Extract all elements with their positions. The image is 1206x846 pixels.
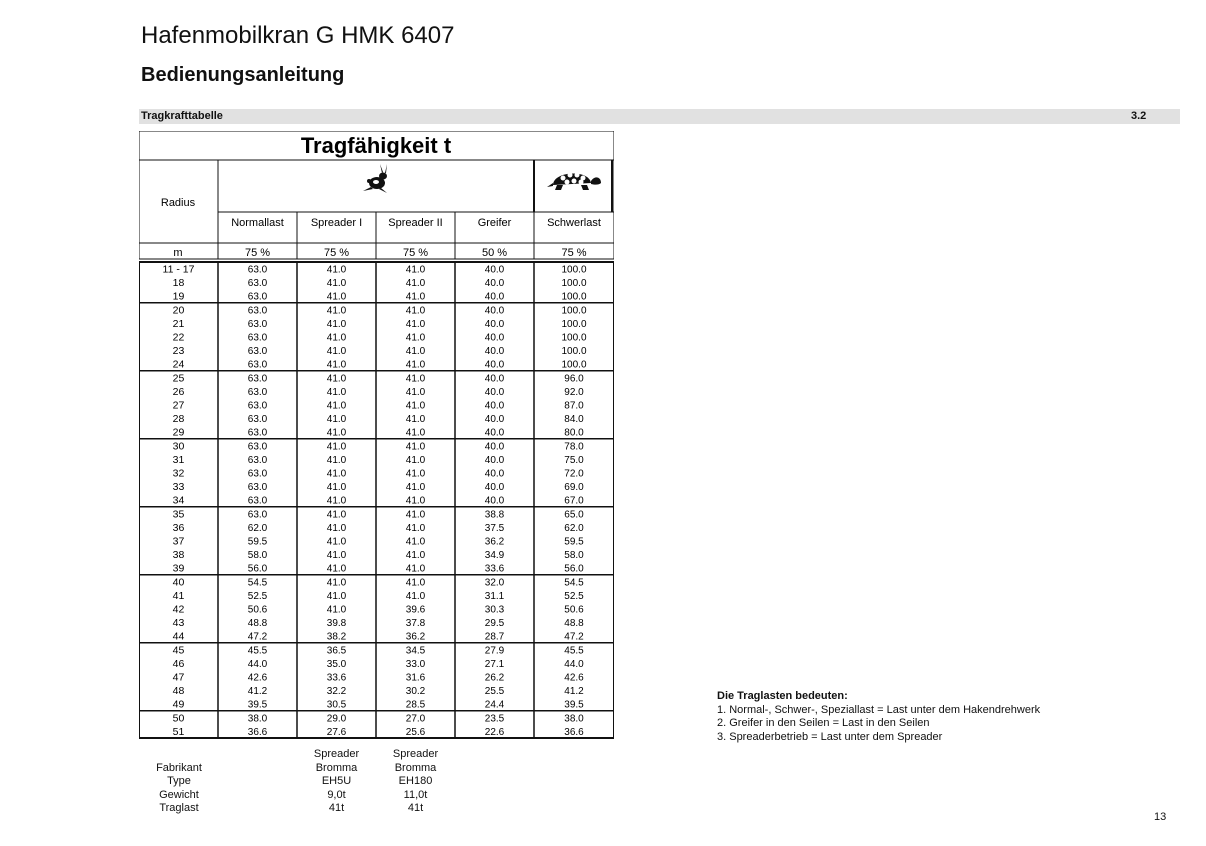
value-cell: 100.0 <box>561 332 587 344</box>
value-cell: 40.0 <box>484 373 505 385</box>
value-cell: 24.4 <box>484 699 505 711</box>
value-cell: 56.0 <box>564 563 584 575</box>
radius-cell: 44 <box>172 630 185 643</box>
value-cell: 63.0 <box>247 414 268 426</box>
value-cell: 63.0 <box>247 278 268 290</box>
radius-cell: 43 <box>172 617 185 630</box>
value-cell: 65.0 <box>564 509 584 521</box>
value-cell: 41.0 <box>326 291 347 303</box>
value-cell: 41.0 <box>405 291 426 303</box>
radius-cell: 23 <box>172 345 185 358</box>
value-cell: 63.0 <box>247 427 268 439</box>
value-cell: 41.0 <box>405 550 426 562</box>
value-cell: 58.0 <box>247 550 268 562</box>
spreader-specification <box>139 748 499 818</box>
table-row <box>173 658 585 670</box>
value-cell: 56.0 <box>247 563 268 575</box>
value-cell: 40.0 <box>484 264 505 276</box>
value-cell: 52.5 <box>564 590 584 602</box>
value-cell: 69.0 <box>564 482 584 494</box>
value-cell: 41.0 <box>326 318 347 330</box>
value-cell: 96.0 <box>564 373 584 385</box>
value-cell: 41.0 <box>405 427 426 439</box>
table-row <box>173 454 585 466</box>
value-cell: 59.5 <box>564 536 584 548</box>
turtle-icon <box>547 173 601 191</box>
value-cell: 63.0 <box>247 509 268 521</box>
table-row <box>173 291 587 303</box>
document-title: Hafenmobilkran G HMK 6407 <box>141 22 455 49</box>
table-row <box>173 318 587 330</box>
value-cell: 62.0 <box>247 522 268 534</box>
value-cell: 39.5 <box>247 699 268 711</box>
value-cell: 41.0 <box>405 305 426 317</box>
value-cell: 40.0 <box>484 359 505 371</box>
load-capacity-table <box>139 131 614 744</box>
radius-cell: 45 <box>172 644 185 657</box>
value-cell: 92.0 <box>564 386 584 398</box>
value-cell: 41.0 <box>405 509 426 521</box>
spec-label-fabrikant: Fabrikant <box>156 761 202 774</box>
value-cell: 38.0 <box>564 713 584 725</box>
radius-cell: 19 <box>172 290 185 303</box>
spec-spreader-1 <box>297 748 376 816</box>
value-cell: 27.0 <box>405 713 426 725</box>
radius-cell: 47 <box>172 671 185 684</box>
value-cell: 41.0 <box>326 563 347 575</box>
value-cell: 50.6 <box>564 604 584 616</box>
value-cell: 41.0 <box>405 386 426 398</box>
column-header: Spreader II <box>388 217 443 229</box>
table-row <box>173 277 587 289</box>
value-cell: 26.2 <box>484 672 505 684</box>
load-capacity-table-graphic <box>139 131 614 744</box>
value-cell: 41.0 <box>326 346 347 358</box>
value-cell: 22.6 <box>484 726 505 738</box>
table-row <box>173 563 585 575</box>
value-cell: 41.0 <box>405 359 426 371</box>
spec-spreader-2-fabrikant: Bromma <box>394 761 437 774</box>
table-row <box>173 576 585 588</box>
percentage-cell: 75 % <box>561 247 587 259</box>
table-row <box>173 604 585 616</box>
table-row <box>173 372 585 384</box>
value-cell: 63.0 <box>247 468 268 480</box>
value-cell: 41.0 <box>326 359 347 371</box>
value-cell: 41.2 <box>564 686 584 698</box>
value-cell: 36.6 <box>247 726 268 738</box>
value-cell: 38.8 <box>484 509 505 521</box>
value-cell: 29.0 <box>326 713 347 725</box>
value-cell: 63.0 <box>247 441 268 453</box>
value-cell: 72.0 <box>564 468 584 480</box>
radius-cell: 48 <box>172 685 185 698</box>
table-row <box>173 359 587 371</box>
value-cell: 33.0 <box>405 658 426 670</box>
value-cell: 36.6 <box>564 726 584 738</box>
table-row <box>173 413 585 425</box>
radius-cell: 28 <box>172 413 185 426</box>
load-legend <box>717 690 1040 744</box>
value-cell: 100.0 <box>561 291 587 303</box>
table-row <box>173 400 585 412</box>
value-cell: 41.0 <box>326 577 347 589</box>
column-header: Schwerlast <box>547 217 601 229</box>
value-cell: 41.0 <box>405 346 426 358</box>
legend-item: 2. Greifer in den Seilen = Last in den Seilen <box>717 717 930 729</box>
value-cell: 27.6 <box>326 726 347 738</box>
value-cell: 32.0 <box>484 577 505 589</box>
value-cell: 41.0 <box>326 454 347 466</box>
value-cell: 48.8 <box>564 618 584 630</box>
percentage-cell: 75 % <box>402 247 429 259</box>
value-cell: 33.6 <box>484 563 505 575</box>
value-cell: 50.6 <box>247 604 268 616</box>
value-cell: 40.0 <box>484 482 505 494</box>
value-cell: 40.0 <box>484 454 505 466</box>
spec-label-type: Type <box>167 775 191 787</box>
table-row <box>173 617 585 629</box>
value-cell: 52.5 <box>247 590 268 602</box>
value-cell: 37.5 <box>484 522 505 534</box>
table-row <box>173 386 585 398</box>
radius-cell: 25 <box>172 372 185 385</box>
spec-label-traglast: Traglast <box>159 802 199 814</box>
table-row <box>173 590 585 602</box>
value-cell: 62.0 <box>564 522 584 534</box>
value-cell: 100.0 <box>561 359 587 371</box>
table-row <box>173 631 585 643</box>
value-cell: 63.0 <box>247 400 268 412</box>
value-cell: 41.0 <box>326 536 347 548</box>
value-cell: 41.0 <box>405 332 426 344</box>
value-cell: 36.5 <box>326 645 347 657</box>
value-cell: 40.0 <box>484 386 505 398</box>
value-cell: 38.2 <box>326 631 347 643</box>
spec-spreader-2 <box>376 748 455 816</box>
value-cell: 41.0 <box>326 386 347 398</box>
table-row <box>173 481 585 493</box>
spec-spreader-1-type: EH5U <box>321 775 352 787</box>
table-title: Tragfähigkeit t <box>300 133 452 158</box>
value-cell: 48.8 <box>247 618 268 630</box>
value-cell: 36.2 <box>405 631 426 643</box>
value-cell: 41.0 <box>326 604 347 616</box>
value-cell: 41.0 <box>405 468 426 480</box>
value-cell: 34.9 <box>484 550 505 562</box>
value-cell: 42.6 <box>247 672 268 684</box>
page-number: 13 <box>1154 811 1167 823</box>
value-cell: 67.0 <box>564 495 584 507</box>
value-cell: 63.0 <box>247 373 268 385</box>
value-cell: 58.0 <box>564 550 584 562</box>
rabbit-icon <box>363 164 387 193</box>
radius-cell: 37 <box>172 535 185 548</box>
radius-cell: 50 <box>172 712 185 725</box>
radius-cell: 24 <box>172 358 185 371</box>
value-cell: 28.5 <box>405 699 426 711</box>
value-cell: 30.3 <box>484 604 505 616</box>
value-cell: 63.0 <box>247 332 268 344</box>
value-cell: 31.1 <box>484 590 505 602</box>
value-cell: 54.5 <box>564 577 584 589</box>
value-cell: 41.0 <box>326 264 347 276</box>
value-cell: 75.0 <box>564 454 584 466</box>
table-row <box>173 332 587 344</box>
spec-label-gewicht: Gewicht <box>159 788 199 801</box>
spec-spreader-2-type: EH180 <box>398 775 433 787</box>
unit-cell: m <box>173 247 183 259</box>
radius-cell: 22 <box>172 331 185 344</box>
percentage-cell: 75 % <box>244 247 271 259</box>
legend-item: 1. Normal-, Schwer-, Speziallast = Last unter dem Hakendrehwerk <box>717 703 1041 716</box>
value-cell: 35.0 <box>326 658 347 670</box>
table-row <box>163 264 587 276</box>
value-cell: 63.0 <box>247 264 268 276</box>
column-header: Normallast <box>231 217 284 229</box>
value-cell: 41.0 <box>405 454 426 466</box>
column-header: Greifer <box>477 217 512 229</box>
table-row <box>173 345 587 357</box>
radius-cell: 38 <box>172 549 185 562</box>
value-cell: 63.0 <box>247 386 268 398</box>
spec-spreader-1-traglast: 41t <box>328 802 345 814</box>
column-header: Spreader I <box>310 217 363 229</box>
table-row <box>173 549 585 561</box>
radius-cell: 27 <box>172 399 185 412</box>
value-cell: 40.0 <box>484 278 505 290</box>
spec-spreader-1-gewicht: 9,0t <box>327 788 346 801</box>
table-row <box>173 508 585 520</box>
value-cell: 63.0 <box>247 495 268 507</box>
value-cell: 27.1 <box>484 658 505 670</box>
radius-cell: 36 <box>172 521 185 534</box>
value-cell: 41.0 <box>405 522 426 534</box>
radius-cell: 18 <box>172 277 185 290</box>
value-cell: 44.0 <box>564 658 584 670</box>
value-cell: 63.0 <box>247 454 268 466</box>
value-cell: 40.0 <box>484 400 505 412</box>
value-cell: 40.0 <box>484 318 505 330</box>
value-cell: 41.0 <box>326 482 347 494</box>
table-row <box>173 522 585 534</box>
value-cell: 41.0 <box>405 590 426 602</box>
value-cell: 41.0 <box>405 400 426 412</box>
value-cell: 45.5 <box>247 645 268 657</box>
value-cell: 41.0 <box>326 414 347 426</box>
value-cell: 59.5 <box>247 536 268 548</box>
radius-cell: 33 <box>172 481 185 494</box>
table-row <box>173 644 585 656</box>
value-cell: 41.0 <box>326 332 347 344</box>
value-cell: 41.0 <box>326 590 347 602</box>
table-row <box>173 536 585 548</box>
value-cell: 41.0 <box>405 278 426 290</box>
value-cell: 41.0 <box>326 305 347 317</box>
radius-cell: 41 <box>172 589 185 602</box>
radius-cell: 40 <box>172 576 185 589</box>
value-cell: 63.0 <box>247 318 268 330</box>
value-cell: 41.0 <box>326 373 347 385</box>
table-row <box>173 440 585 452</box>
value-cell: 63.0 <box>247 346 268 358</box>
value-cell: 40.0 <box>484 305 505 317</box>
radius-cell: 29 <box>172 426 185 439</box>
value-cell: 100.0 <box>561 305 587 317</box>
value-cell: 41.0 <box>405 495 426 507</box>
radius-cell: 35 <box>172 508 185 521</box>
value-cell: 100.0 <box>561 278 587 290</box>
value-cell: 44.0 <box>247 658 268 670</box>
value-cell: 31.6 <box>405 672 426 684</box>
value-cell: 41.0 <box>326 468 347 480</box>
value-cell: 39.8 <box>326 618 347 630</box>
value-cell: 41.0 <box>326 495 347 507</box>
value-cell: 47.2 <box>247 631 268 643</box>
radius-cell: 31 <box>172 453 185 466</box>
legend-item: 3. Spreaderbetrieb = Last unter dem Spreader <box>717 730 943 743</box>
value-cell: 28.7 <box>484 631 505 643</box>
radius-cell: 49 <box>172 698 185 711</box>
radius-cell: 34 <box>172 494 185 507</box>
value-cell: 41.0 <box>405 482 426 494</box>
percentage-cell: 50 % <box>481 247 508 259</box>
value-cell: 40.0 <box>484 468 505 480</box>
value-cell: 41.0 <box>326 441 347 453</box>
radius-cell: 21 <box>172 317 185 330</box>
section-header-bar <box>139 109 1180 124</box>
value-cell: 78.0 <box>564 441 584 453</box>
table-row <box>173 304 587 316</box>
radius-header: Radius <box>160 197 196 209</box>
value-cell: 41.0 <box>326 278 347 290</box>
value-cell: 40.0 <box>484 291 505 303</box>
radius-cell: 46 <box>172 657 185 670</box>
spec-spreader-2-name: Spreader <box>392 748 439 760</box>
table-row <box>173 427 585 439</box>
value-cell: 29.5 <box>484 618 505 630</box>
value-cell: 30.5 <box>326 699 347 711</box>
section-number: 3.2 <box>1131 110 1147 122</box>
value-cell: 100.0 <box>561 346 587 358</box>
value-cell: 38.0 <box>247 713 268 725</box>
table-row <box>173 672 585 684</box>
radius-cell: 39 <box>172 562 185 575</box>
value-cell: 45.5 <box>564 645 584 657</box>
value-cell: 100.0 <box>561 264 587 276</box>
value-cell: 63.0 <box>247 359 268 371</box>
radius-cell: 26 <box>172 385 185 398</box>
value-cell: 41.0 <box>326 522 347 534</box>
value-cell: 40.0 <box>484 427 505 439</box>
radius-cell: 20 <box>172 304 185 317</box>
table-row <box>173 685 585 697</box>
value-cell: 39.5 <box>564 699 584 711</box>
section-title: Tragkrafttabelle <box>141 110 223 122</box>
value-cell: 37.8 <box>405 618 426 630</box>
value-cell: 41.0 <box>326 550 347 562</box>
spec-spreader-1-fabrikant: Bromma <box>315 761 358 774</box>
radius-cell: 30 <box>172 440 185 453</box>
value-cell: 33.6 <box>326 672 347 684</box>
value-cell: 41.0 <box>405 536 426 548</box>
spec-labels <box>139 762 219 816</box>
value-cell: 41.2 <box>247 686 268 698</box>
value-cell: 80.0 <box>564 427 584 439</box>
value-cell: 84.0 <box>564 414 584 426</box>
value-cell: 41.0 <box>405 414 426 426</box>
value-cell: 25.5 <box>484 686 505 698</box>
radius-cell: 51 <box>172 725 185 738</box>
value-cell: 41.0 <box>326 400 347 412</box>
value-cell: 41.0 <box>405 563 426 575</box>
value-cell: 63.0 <box>247 291 268 303</box>
value-cell: 30.2 <box>405 686 426 698</box>
value-cell: 42.6 <box>564 672 584 684</box>
value-cell: 27.9 <box>484 645 505 657</box>
value-cell: 87.0 <box>564 400 584 412</box>
value-cell: 40.0 <box>484 346 505 358</box>
value-cell: 40.0 <box>484 414 505 426</box>
value-cell: 47.2 <box>564 631 584 643</box>
value-cell: 40.0 <box>484 332 505 344</box>
table-row <box>173 495 585 507</box>
value-cell: 41.0 <box>326 427 347 439</box>
value-cell: 41.0 <box>405 441 426 453</box>
table-row <box>173 726 585 738</box>
value-cell: 100.0 <box>561 318 587 330</box>
value-cell: 41.0 <box>405 264 426 276</box>
value-cell: 63.0 <box>247 305 268 317</box>
radius-cell: 32 <box>172 467 185 480</box>
value-cell: 34.5 <box>405 645 426 657</box>
document-subtitle: Bedienungsanleitung <box>141 64 345 86</box>
spec-spreader-2-gewicht: 11,0t <box>403 788 428 801</box>
value-cell: 23.5 <box>484 713 505 725</box>
value-cell: 40.0 <box>484 495 505 507</box>
value-cell: 39.6 <box>405 604 426 616</box>
value-cell: 41.0 <box>405 577 426 589</box>
table-row <box>173 712 585 724</box>
radius-cell: 11 - 17 <box>162 263 195 276</box>
value-cell: 63.0 <box>247 482 268 494</box>
value-cell: 54.5 <box>247 577 268 589</box>
value-cell: 41.0 <box>326 509 347 521</box>
spec-spreader-1-name: Spreader <box>313 748 360 760</box>
radius-cell: 42 <box>172 603 185 616</box>
value-cell: 41.0 <box>405 318 426 330</box>
percentage-cell: 75 % <box>323 247 350 259</box>
value-cell: 32.2 <box>326 686 347 698</box>
value-cell: 36.2 <box>484 536 505 548</box>
spec-spreader-2-traglast: 41t <box>407 802 424 814</box>
value-cell: 41.0 <box>405 373 426 385</box>
value-cell: 40.0 <box>484 441 505 453</box>
value-cell: 25.6 <box>405 726 426 738</box>
legend-title: Die Traglasten bedeuten: <box>717 690 848 702</box>
table-row <box>173 468 585 480</box>
table-row <box>173 699 585 711</box>
